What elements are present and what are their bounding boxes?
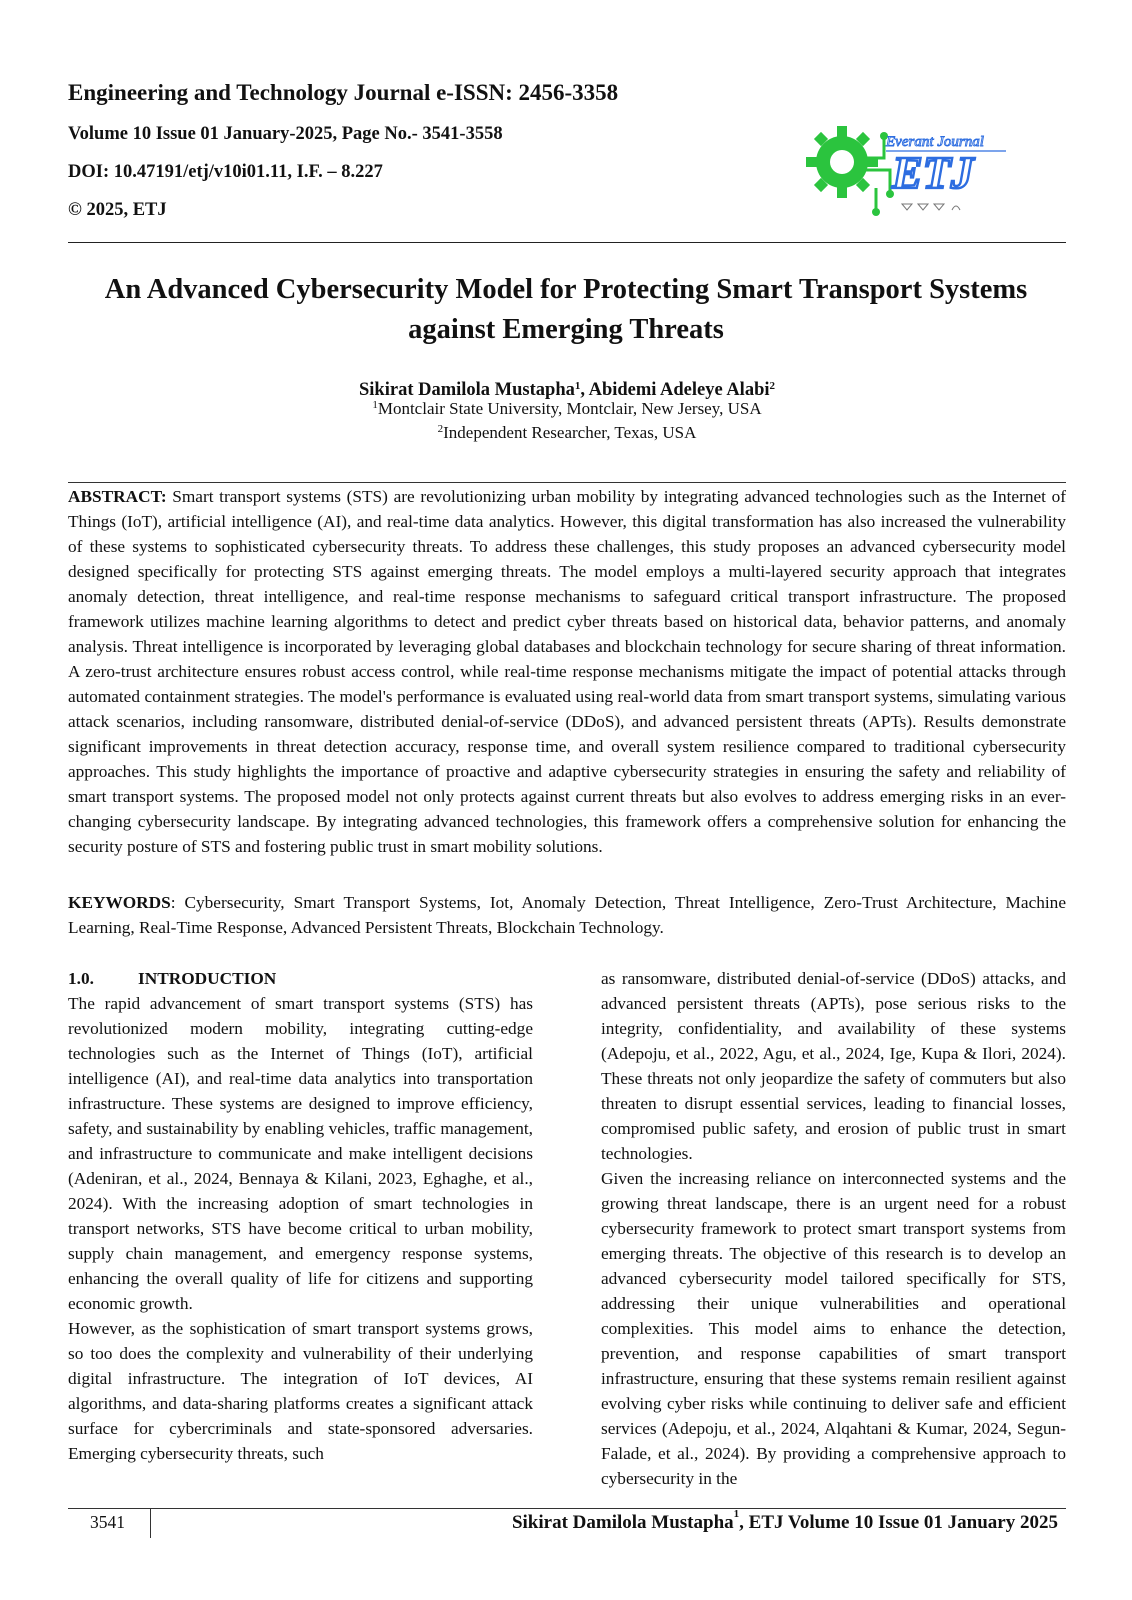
footer-divider xyxy=(68,1508,1066,1509)
keywords xyxy=(68,890,1066,940)
author-sup: 1 xyxy=(574,380,581,392)
affiliation xyxy=(68,398,1066,420)
footer-citation-text: , ETJ Volume 10 Issue 01 January 2025 xyxy=(739,1512,1058,1533)
keywords-label: KEYWORDS xyxy=(68,893,171,912)
footer-author: Sikirat Damilola Mustapha xyxy=(511,1512,734,1533)
header-divider xyxy=(68,242,1066,243)
section-number: 1.0. xyxy=(68,969,94,988)
etj-logo-graphic xyxy=(806,118,1016,222)
affiliation-text: Montclair State University, Montclair, New Jersey, USA xyxy=(377,399,762,418)
journal-copyright: © 2025, ETJ xyxy=(68,200,167,220)
abstract-label: ABSTRACT: xyxy=(68,487,167,506)
section-title: INTRODUCTION xyxy=(138,969,277,988)
journal-doi: DOI: 10.47191/etj/v10i01.11, I.F. – 8.227 xyxy=(68,162,383,182)
body-paragraph: Given the increasing reliance on interconnected systems and the growing threat landscape, there is an urgent need for a robust cybersecurity framework to protect smart transport systems from emerging threats. The objective of this research is to develop an advanced cybersecurity model tailored specifically for STS, addressing their unique vulnerabilities and operational complexities. This model aims to enhance the detection, prevention, and response capabilities of smart transport infrastructure, ensuring that these systems remain resilient against evolving cyber risks while continuing to deliver safe and efficient services (Adepoju, et al., 2024, Alqahtani & Kumar, 2024, Segun-Falade, et al., 2024). By providing a comprehensive approach to cybersecurity in the xyxy=(601,1169,1066,1488)
footer-author-sup: 1 xyxy=(733,1508,740,1520)
page-number: 3541 xyxy=(90,1512,125,1532)
author-name: Abidemi Adeleye Alabi xyxy=(588,380,770,400)
body-paragraph: The rapid advancement of smart transport systems (STS) has revolutionized modern mobility, integrating cutting-edge technologies such as the Internet of Things (IoT), artificial intelligence (AI), and real-time data analytics into transportation infrastructure. These systems are designed to improve efficiency, safety, and sustainability by enabling vehicles, traffic management, and infrastructure to communicate and make intelligent decisions (Adeniran, et al., 2024, Bennaya & Kilani, 2023, Eghaghe, et al., 2024). With the increasing adoption of smart technologies in transport networks, STS have become critical to urban mobility, supply chain management, and emergency response systems, enhancing the overall quality of life for citizens and supporting economic growth. xyxy=(68,994,533,1313)
logo-mark: ETJ xyxy=(892,147,974,198)
footer-separator xyxy=(150,1508,151,1538)
author-separator: , xyxy=(580,380,589,400)
footer-citation xyxy=(511,1508,1058,1534)
abstract xyxy=(68,484,1066,859)
abstract-divider xyxy=(68,482,1066,483)
journal-header xyxy=(68,78,828,222)
paper-title: An Advanced Cybersecurity Model for Protecting Smart Transport Systems against Emerging Threats xyxy=(104,274,1028,345)
journal-title: Engineering and Technology Journal e-ISSN: 2456-3358 xyxy=(68,80,619,105)
affiliation xyxy=(68,422,1066,444)
author-sup: 2 xyxy=(769,380,775,392)
left-column xyxy=(68,966,533,1466)
abstract-text: Smart transport systems (STS) are revolutionizing urban mobility by integrating advanced technologies such as the Internet of Things (IoT), artificial intelligence (AI), and real-time data analytics. However, this digital transformation has also increased the vulnerability of these systems to sophisticated cybersecurity threats. To address these challenges, this study proposes an advanced cybersecurity model designed specifically for protecting STS against emerging threats. The model employs a multi-layered security approach that integrates anomaly detection, threat intelligence, and real-time response mechanisms to safeguard critical transport infrastructure. The proposed framework utilizes machine learning algorithms to detect and predict cyber threats based on historical data, behavior patterns, and anomaly analysis. Threat intelligence is incorporated by leveraging global databases and blockchain technology for secure sharing of threat information. A zero-trust architecture ensures robust access control, while real-time response mechanisms mitigate the impact of potential attacks through automated containment strategies. The model's performance is evaluated using real-world data from smart transport systems, simulating various attack scenarios, including ransomware, distributed denial-of-service (DDoS), and advanced persistent threats (APTs). Results demonstrate significant improvements in threat detection accuracy, response time, and overall system resilience compared to traditional cybersecurity approaches. This study highlights the importance of proactive and adaptive cybersecurity strategies in ensuring the safety and reliability of smart transport systems. The proposed model not only protects against current threats but also evolves to address emerging risks in an ever-changing cybersecurity landscape. By integrating advanced technologies, this framework offers a comprehensive solution for enhancing the security posture of STS and fostering public trust in smart mobility solutions. xyxy=(68,487,1066,856)
section-heading xyxy=(68,966,533,991)
logo-banner: Everant Journal xyxy=(886,134,984,150)
journal-volume: Volume 10 Issue 01 January-2025, Page No.- 3541-3558 xyxy=(68,124,503,144)
etj-logo xyxy=(806,118,1016,222)
affiliation-text: Independent Researcher, Texas, USA xyxy=(443,423,697,442)
body-paragraph: as ransomware, distributed denial-of-service (DDoS) attacks, and advanced persistent threats (APTs), pose serious risks to the integrity, confidentiality, and availability of these systems (Adepoju, et al., 2022, Agu, et al., 2024, Ige, Kupa & Ilori, 2024). These threats not only jeopardize the safety of commuters but also threaten to disrupt essential services, leading to financial losses, compromised public safety, and erosion of public trust in smart technologies. xyxy=(601,969,1066,1163)
author-name: Sikirat Damilola Mustapha xyxy=(359,380,575,400)
body-paragraph: However, as the sophistication of smart transport systems grows, so too does the complexity and vulnerability of their underlying digital infrastructure. The integration of IoT devices, AI algorithms, and data-sharing platforms creates a significant attack surface for cybercriminals and state-sponsored adversaries. Emerging cybersecurity threats, such xyxy=(68,1319,533,1463)
affiliation-sup: 1 xyxy=(372,399,378,411)
keywords-text: : Cybersecurity, Smart Transport Systems, Iot, Anomaly Detection, Threat Intelligence, Zero-Trust Architecture, Machine Learning, Real-Time Response, Advanced Persistent Threats, Blockchain Technology. xyxy=(68,893,1066,937)
right-column xyxy=(601,966,1066,1491)
affiliation-sup: 2 xyxy=(437,423,444,435)
